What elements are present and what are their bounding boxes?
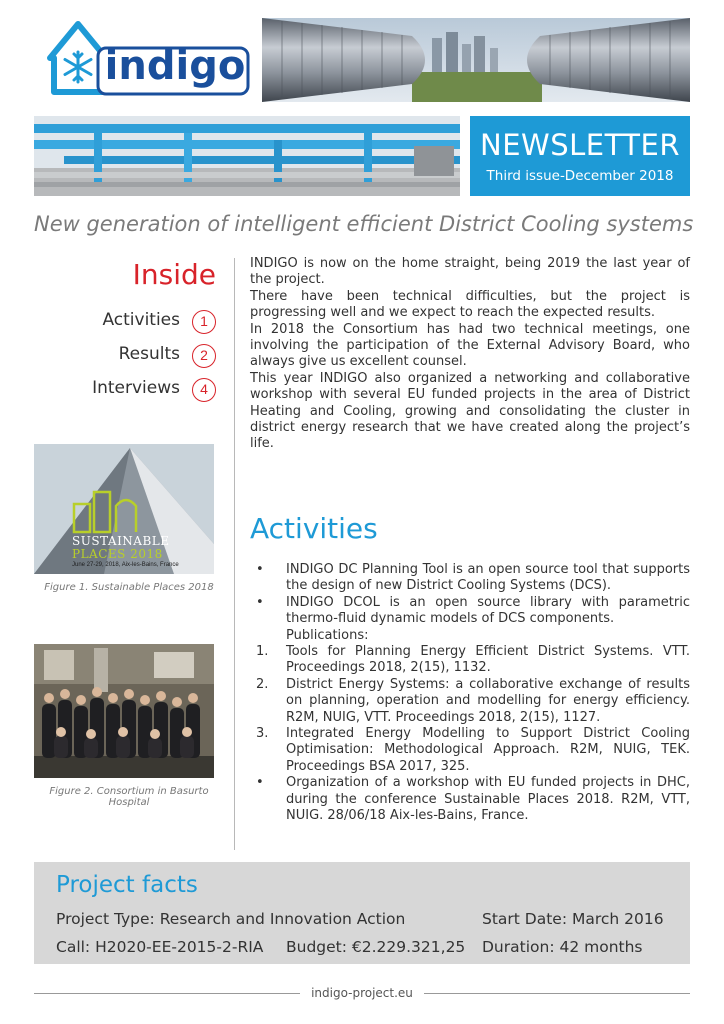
figure-consortium-photo xyxy=(34,644,214,778)
list-number: 2. xyxy=(256,676,269,692)
intro-paragraph: In 2018 the Consortium has had two technical meetings, one involving the participation of the External Advisory Board, who always give us excellent counsel. xyxy=(250,321,690,370)
bullet: • xyxy=(256,775,264,791)
poster-title-2: PLACES 2018 xyxy=(72,547,163,561)
fact-duration: Duration: 42 months xyxy=(482,938,643,956)
intro-paragraph: INDIGO is now on the home straight, being 2019 the last year of the project. xyxy=(250,256,690,288)
newsletter-issue: Third issue-December 2018 xyxy=(486,168,674,184)
indigo-logo xyxy=(44,18,250,98)
inside-page-activities: 1 xyxy=(192,310,216,334)
activity-text: Organization of a workshop with EU funded projects in DHC, during the conference Sustainable Places 2018. R2M, VTT, NUIG. 28/06/18 Aix-les-Bains, France. xyxy=(286,775,690,824)
figure-1-caption: Figure 1. Sustainable Places 2018 xyxy=(44,582,214,593)
bullet: • xyxy=(256,562,264,577)
list-item xyxy=(250,644,690,677)
publications-label: Publications: xyxy=(286,627,369,643)
list-item xyxy=(250,726,690,775)
list-number: 3. xyxy=(256,726,269,742)
figure-2-caption: Figure 2. Consortium in Basurto Hospital xyxy=(49,786,209,808)
intro-text xyxy=(250,256,690,453)
poster-date: June 27-29, 2018, Aix-les-Bains, France xyxy=(72,562,179,568)
intro-paragraph: There have been technical difficulties, but the project is progressing well and we expect to reach the expected results. xyxy=(250,288,690,321)
photo-large-pipes xyxy=(262,18,690,102)
list-number: 1. xyxy=(256,644,269,660)
activity-text: INDIGO DCOL is an open source library with parametric thermo-fluid dynamic models of DCS components. xyxy=(286,594,690,627)
inside-page-results: 2 xyxy=(192,344,216,368)
publication-text: Integrated Energy Modelling to Support District Cooling Optimisation: Methodological Approach. R2M, NUIG, TEK. Proceedings BSA 2017, 325. xyxy=(286,726,690,774)
list-item xyxy=(250,775,690,824)
fact-call: Call: H2020-EE-2015-2-RIA xyxy=(56,938,264,956)
list-item xyxy=(250,628,690,644)
newsletter-banner xyxy=(470,116,690,196)
inside-item-activities[interactable]: Activities xyxy=(102,310,180,330)
footer-website-link[interactable]: indigo-project.eu xyxy=(311,986,413,1000)
list-item xyxy=(250,595,690,628)
list-item xyxy=(250,562,690,595)
fact-project-type: Project Type: Research and Innovation Action xyxy=(56,910,406,928)
publication-text: Tools for Planning Energy Efficient District Systems. VTT. Proceedings 2018, 2(15), 1132. xyxy=(286,644,690,676)
newsletter-title: NEWSLETTER xyxy=(480,128,680,162)
inside-page-interviews: 4 xyxy=(192,378,216,402)
project-facts-heading: Project facts xyxy=(56,872,198,898)
activity-text: INDIGO DC Planning Tool is an open source tool that supports the design of new District Cooling Systems (DCS). xyxy=(286,562,690,594)
column-divider xyxy=(234,258,235,850)
activities-heading: Activities xyxy=(250,512,378,545)
fact-budget: Budget: €2.229.321,25 xyxy=(286,938,466,956)
project-facts-box xyxy=(34,862,690,964)
bullet: • xyxy=(256,594,264,610)
fact-start-date: Start Date: March 2016 xyxy=(482,910,664,928)
publication-text: District Energy Systems: a collaborative exchange of results on planning, operation and modelling for energy efficiency. R2M, NUIG, VTT. Proceedings 2018, 2(15), 1127. xyxy=(286,676,690,725)
tagline: New generation of intelligent efficient District Cooling systems xyxy=(34,212,694,236)
photo-blue-pipes xyxy=(34,116,460,196)
list-item xyxy=(250,677,690,726)
inside-heading: Inside xyxy=(132,258,216,291)
intro-paragraph: This year INDIGO also organized a networking and collaborative workshop with several EU funded projects in the area of District Heating and Cooling, growing and consolidating the cluster in district energy research that we have created along the project’s life. xyxy=(250,370,690,452)
figure-sustainable-places xyxy=(34,444,214,574)
logo-text: indigo xyxy=(104,43,246,89)
inside-item-results[interactable]: Results xyxy=(118,344,180,364)
activities-list xyxy=(250,562,690,825)
poster-title-1: SUSTAINABLE xyxy=(72,534,170,548)
inside-item-interviews[interactable]: Interviews xyxy=(92,378,180,398)
